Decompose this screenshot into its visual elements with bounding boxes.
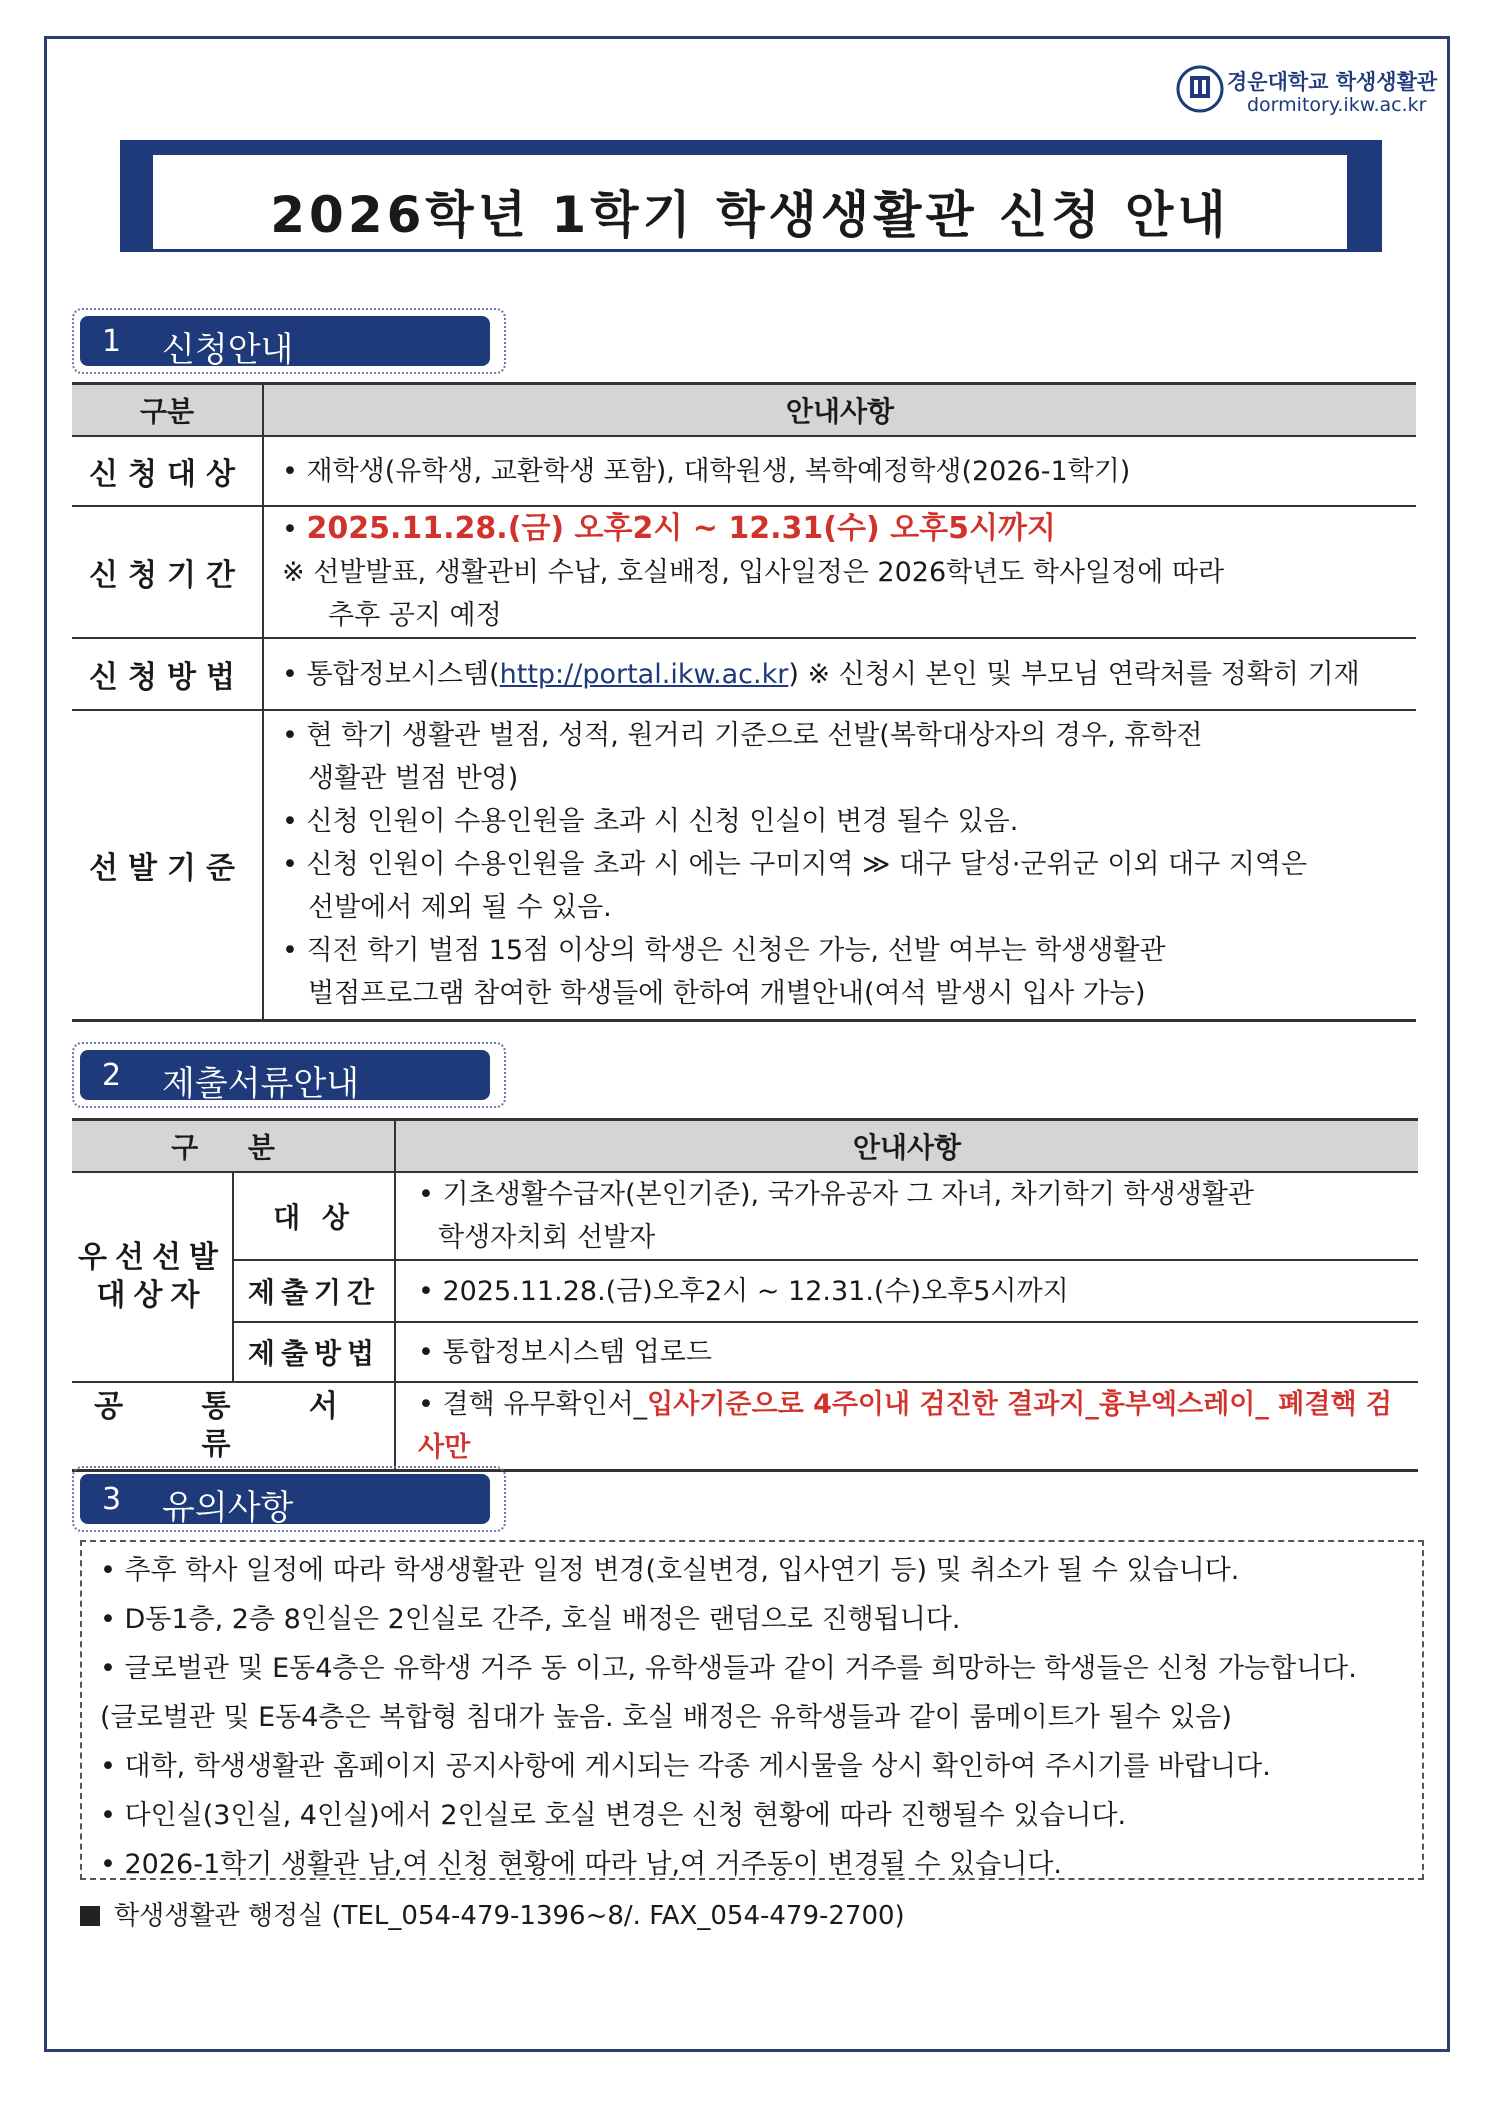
logo-name: 경운대학교 학생생활관 — [1227, 70, 1438, 94]
table-row — [72, 1172, 1418, 1260]
common-docs-cell — [395, 1382, 1418, 1471]
method-text: • 통합정보시스템 업로드 — [395, 1322, 1418, 1382]
table-row — [72, 436, 1416, 506]
table-row — [72, 638, 1416, 710]
section2-header — [72, 1042, 506, 1108]
priority-group-line2: 대상자 — [96, 1278, 208, 1313]
criteria-cell — [263, 710, 1416, 1020]
section3-pill — [80, 1474, 490, 1528]
section2-title: 제출서류안내 — [162, 1064, 360, 1104]
table-row — [72, 710, 1416, 1020]
target-label: 대 상 — [233, 1172, 395, 1260]
method-cell — [263, 638, 1416, 710]
table-row — [72, 1260, 1418, 1322]
criteria-item: • 현 학기 생활관 벌점, 성적, 원거리 기준으로 선발(복학대상자의 경우, 휴학전 — [282, 720, 1203, 752]
note-item: • 다인실(3인실, 4인실)에서 2인실로 호실 변경은 신청 현황에 따라 진행될수 있습니다. — [100, 1800, 1127, 1831]
page-title: 2026학년 1학기 학생생활관 신청 안내 — [270, 186, 1230, 244]
footer-contact — [80, 1895, 905, 1932]
period-bullet: • — [282, 514, 307, 545]
section3-header — [72, 1466, 506, 1532]
contact-text: 학생생활관 행정실 (TEL_054-479-1396~8/. FAX_054-479-2700) — [114, 1901, 905, 1931]
period-label: 신청기간 — [72, 506, 263, 638]
note-item: (글로벌관 및 E동4층은 복합형 침대가 높음. 호실 배정은 유학생들과 같이 룸메이트가 될수 있음) — [100, 1702, 1232, 1733]
target-text-cont: 학생자치회 선발자 — [438, 1222, 656, 1253]
note-item: • D동1층, 2층 8인실은 2인실로 간주, 호실 배정은 랜덤으로 진행됩니다. — [100, 1604, 961, 1635]
priority-group-line1: 우선선발 — [78, 1240, 226, 1275]
logo-url: dormitory.ikw.ac.kr — [1247, 94, 1427, 116]
priority-group-label — [72, 1172, 233, 1382]
application-info-table — [72, 382, 1416, 1022]
section1-title: 신청안내 — [162, 330, 294, 370]
period-note: ※ 선발발표, 생활관비 수납, 호실배정, 입사일정은 2026학년도 학사일정에 따라 — [282, 557, 1225, 588]
criteria-item: • 직전 학기 벌점 15점 이상의 학생은 신청은 가능, 선발 여부는 학생생활관 — [282, 935, 1166, 967]
period-cell — [263, 506, 1416, 638]
method-suffix: ) ※ 신청시 본인 및 부모님 연락처를 정확히 기재 — [788, 658, 1360, 690]
table-header-row — [72, 384, 1416, 437]
col-category: 구분 — [72, 384, 263, 437]
note-item: • 2026-1학기 생활관 남,여 신청 현황에 따라 남,여 거주동이 변경될 수 있습니다. — [100, 1849, 1063, 1880]
period-text: • 2025.11.28.(금)오후2시 ~ 12.31.(수)오후5시까지 — [395, 1260, 1418, 1322]
target-cell — [395, 1172, 1418, 1260]
note-item: • 추후 학사 일정에 따라 학생생활관 일정 변경(호실변경, 입사연기 등) 및 취소가 될 수 있습니다. — [100, 1555, 1240, 1586]
col-info: 안내사항 — [395, 1120, 1418, 1173]
col-info: 안내사항 — [263, 384, 1416, 437]
table-header-row — [72, 1120, 1418, 1173]
university-logo — [1175, 62, 1438, 122]
criteria-item-cont: 선발에서 제외 될 수 있음. — [308, 892, 612, 924]
section3-number: 3 — [102, 1482, 122, 1517]
section2-pill — [80, 1050, 490, 1104]
section3-title: 유의사항 — [162, 1488, 294, 1528]
period-note-cont: 추후 공지 예정 — [328, 600, 502, 631]
criteria-item: • 신청 인원이 수용인원을 초과 시 신청 인실이 변경 될수 있음. — [282, 806, 1019, 838]
criteria-item: • 신청 인원이 수용인원을 초과 시 에는 구미지역 ≫ 대구 달성·군위군 이외 대구 지역은 — [282, 849, 1308, 881]
common-docs-highlight: 입사기준으로 4주이내 검진한 결과지_흉부엑스레이_ 폐결핵 검사만 — [418, 1389, 1393, 1463]
table-row — [72, 506, 1416, 638]
title-box — [150, 152, 1350, 252]
criteria-item-cont: 생활관 벌점 반영) — [308, 763, 519, 795]
period-dates: 2025.11.28.(금) 오후2시 ~ 12.31(수) 오후5시까지 — [306, 511, 1056, 546]
method-label: 신청방법 — [72, 638, 263, 710]
section1-pill — [80, 316, 490, 370]
documents-table — [72, 1118, 1418, 1472]
portal-link[interactable]: http://portal.ikw.ac.kr — [499, 658, 789, 690]
section1-header — [72, 308, 506, 374]
criteria-item-cont: 벌점프로그램 참여한 학생들에 한하여 개별안내(여석 발생시 입사 가능) — [308, 978, 1146, 1010]
square-bullet-icon — [80, 1906, 100, 1926]
criteria-label: 선발기준 — [72, 710, 263, 1020]
notes-box — [80, 1540, 1424, 1880]
col-category: 구 분 — [72, 1120, 395, 1173]
period-label: 제출기간 — [233, 1260, 395, 1322]
note-item: • 글로벌관 및 E동4층은 유학생 거주 동 이고, 유학생들과 같이 거주를 희망하는 학생들은 신청 가능합니다. — [100, 1653, 1357, 1684]
table-row — [72, 1322, 1418, 1382]
section1-number: 1 — [102, 324, 122, 359]
table-row — [72, 1382, 1418, 1471]
common-docs-text: • 결핵 유무확인서_ — [418, 1389, 648, 1420]
university-emblem-icon — [1175, 64, 1225, 114]
method-prefix: • 통합정보시스템( — [282, 658, 500, 690]
common-docs-label: 공 통 서 류 — [72, 1382, 395, 1471]
target-text: • 재학생(유학생, 교환학생 포함), 대학원생, 복학예정학생(2026-1학기) — [263, 436, 1416, 506]
target-label: 신청대상 — [72, 436, 263, 506]
note-item: • 대학, 학생생활관 홈페이지 공지사항에 게시되는 각종 게시물을 상시 확인하여 주시기를 바랍니다. — [100, 1751, 1271, 1782]
method-label: 제출방법 — [233, 1322, 395, 1382]
section2-number: 2 — [102, 1058, 122, 1093]
target-text: • 기초생활수급자(본인기준), 국가유공자 그 자녀, 차기학기 학생생활관 — [418, 1179, 1254, 1210]
